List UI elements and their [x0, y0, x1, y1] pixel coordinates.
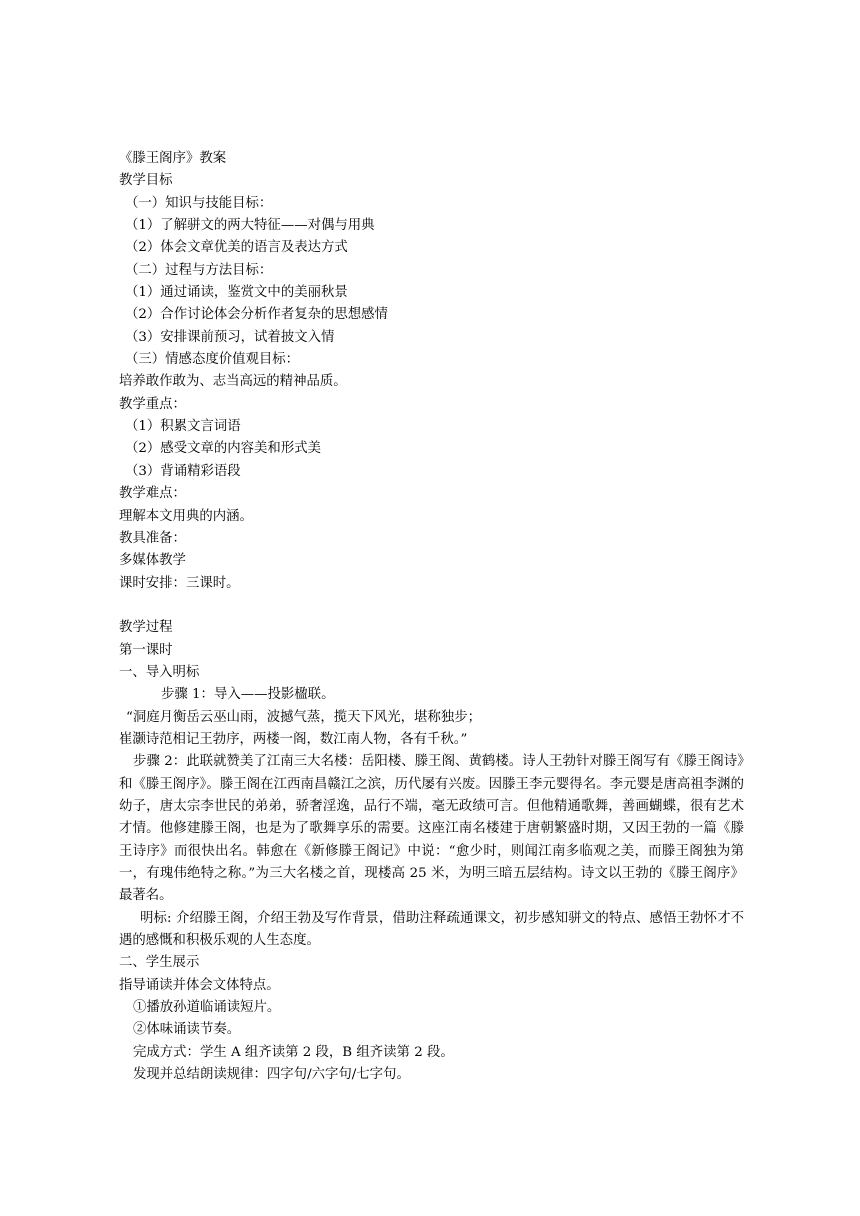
objective-section-heading: （一）知识与技能目标： — [125, 195, 273, 211]
difficulty-heading: 教学难点： — [119, 486, 186, 502]
goal-paragraph: 明标: 介绍滕王阁，介绍王勃及写作背景，借助注释疏通课文，初步感知骈文的特点、感悟王勃怀才不遇的感慨和积极乐观的人生态度。 — [119, 910, 744, 949]
difficulty-text: 理解本文用典的内涵。 — [119, 508, 253, 524]
tools-heading: 教具准备： — [119, 530, 186, 546]
schedule-text: 课时安排：三课时。 — [119, 575, 240, 591]
key-point-item: （3）背诵精彩语段 — [125, 463, 241, 479]
objective-item: （2）体会文章优美的语言及表达方式 — [125, 240, 348, 256]
couplet-line: “洞庭月衡岳云巫山雨，波撼气蒸，揽天下风光，堪称独步； — [126, 709, 481, 725]
instruction-text: 指导诵读并体会文体特点。 — [119, 977, 280, 993]
document-title: 《滕王阁序》教案 — [119, 151, 227, 166]
lesson-heading: 第一课时 — [119, 642, 173, 658]
objective-section-heading: （二）过程与方法目标： — [125, 262, 273, 278]
objective-item: （1）通过诵读，鉴赏文中的美丽秋景 — [125, 285, 348, 301]
key-point-item: （2）感受文章的内容美和形式美 — [125, 441, 321, 457]
couplet-line: 崔灏诗范相记王勃序，两楼一阁，数江南人物，各有千秋。” — [119, 731, 468, 747]
list-item: 发现并总结朗读规律：四字句/六字句/七字句。 — [133, 1067, 410, 1083]
objective-item: （1）了解骈文的两大特征——对偶与用典 — [125, 218, 375, 234]
step-paragraph: 步骤 2：此联就赞美了江南三大名楼：岳阳楼、滕王阁、黄鹤楼。诗人王勃针对滕王阁写有《滕王阁诗》和《滕王阁序》。滕王阁在江西南昌赣江之滨，历代屡有兴废。因滕王李元婴得名。李元婴是唐高祖李渊的幼子，唐太宗李世民的弟弟，骄奢淫逸，品行不端，毫无政绩可言。但他精通歌舞，善画蝴蝶，很有艺术才情。他修建滕王阁，也是为了歌舞享乐的需要。这座江南名楼建于唐朝繁盛时期，又因王勃的一篇《滕王诗序》而很快出名。韩愈在《新修滕王阁记》中说：“愈少时，则闻江南多临观之美，而滕王阁独为第一，有瑰伟绝特之称。”为三大名楼之首，现楼高 25 米，为明三暗五层结构。诗文以王勃的《滕王阁序》最著名。 — [119, 754, 744, 904]
document-body — [119, 148, 744, 1086]
objective-section-heading: （三）情感态度价值观目标： — [125, 352, 300, 368]
tools-text: 多媒体教学 — [119, 553, 186, 569]
key-point-item: （1）积累文言词语 — [125, 419, 241, 435]
list-item: ②体味诵读节奏。 — [133, 1022, 241, 1038]
list-item: 完成方式：学生 A 组齐读第 2 段，B 组齐读第 2 段。 — [133, 1044, 454, 1060]
section-heading: 二、学生展示 — [119, 955, 200, 971]
objectives-heading: 教学目标 — [119, 173, 173, 189]
blank-line — [119, 595, 744, 617]
key-points-heading: 教学重点： — [119, 396, 186, 412]
section-heading: 一、导入明标 — [119, 664, 200, 680]
objective-item: （3）安排课前预习，试着披文入情 — [125, 329, 335, 345]
list-item: ①播放孙道临诵读短片。 — [133, 1000, 281, 1016]
process-heading: 教学过程 — [119, 620, 173, 636]
step-text: 步骤 1：导入——投影楹联。 — [161, 687, 335, 703]
objective-text: 培养敢作敢为、志当高远的精神品质。 — [119, 374, 347, 390]
objective-item: （2）合作讨论体会分析作者复杂的思想感情 — [125, 307, 388, 323]
